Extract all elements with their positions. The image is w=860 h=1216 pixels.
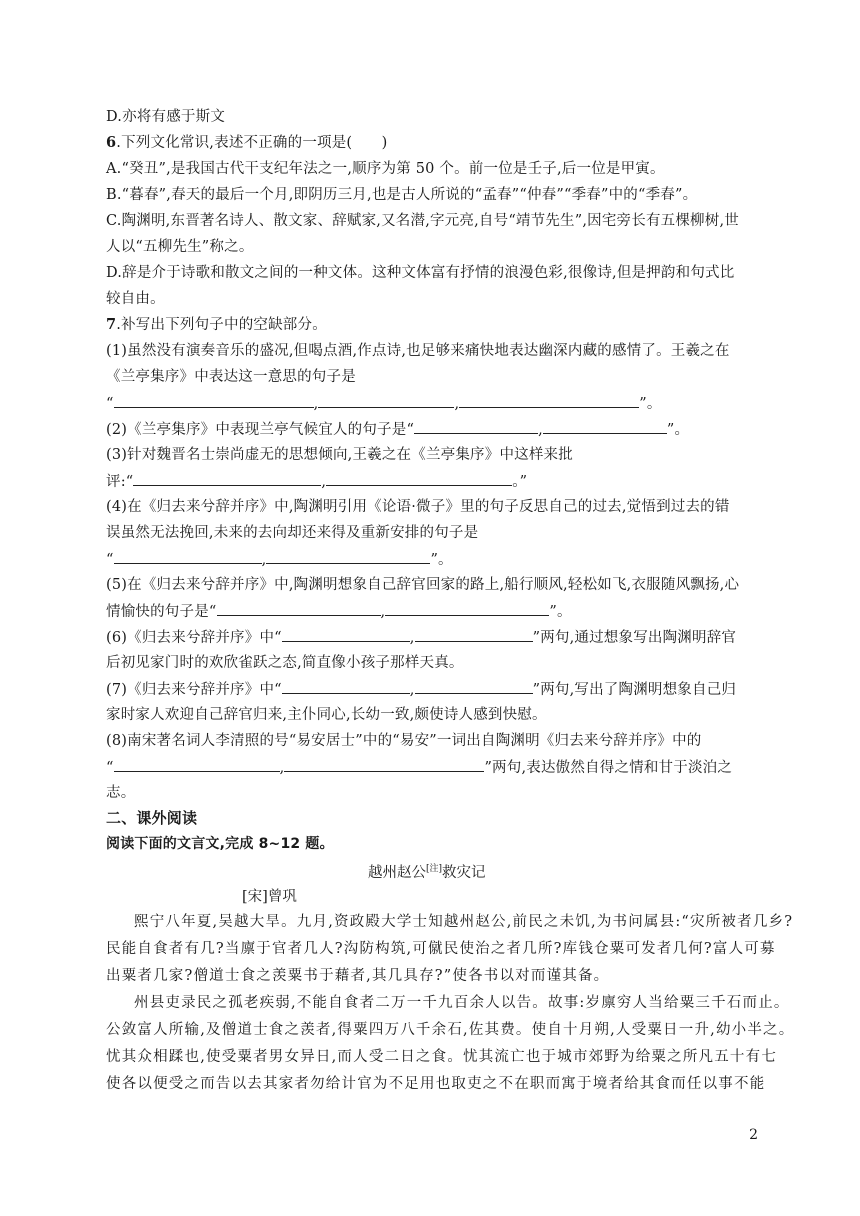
answer-blank[interactable] bbox=[114, 393, 314, 408]
item-7: (7)《归去来兮辞并序》中“ , ”两句,写出了陶渊明想象自己归 bbox=[106, 679, 736, 700]
item-7-cont: 家时家人欢迎自己辞官归来,主仆同心,长幼一致,颇使诗人感到快慰。 bbox=[106, 707, 547, 723]
answer-blank[interactable] bbox=[114, 757, 280, 772]
answer-blank[interactable] bbox=[217, 601, 381, 616]
section-heading: 二、课外阅读 bbox=[106, 809, 198, 827]
question-number: 6 bbox=[106, 134, 117, 151]
item-8-blanks: “ , ”两句,表达傲然自得之情和甘于淡泊之 bbox=[106, 757, 732, 778]
question-text: .补写出下列句子中的空缺部分。 bbox=[116, 317, 327, 333]
reading-instruction: 阅读下面的文言文,完成 8~12 题。 bbox=[106, 836, 334, 852]
answer-blank[interactable] bbox=[114, 549, 262, 564]
item-8-text: (8)南宋著名词人李清照的号“易安居士”中的“易安”一词出自陶渊明《归去来兮辞并序》中的 bbox=[106, 733, 702, 749]
answer-blank[interactable] bbox=[414, 419, 538, 434]
passage-line: 熙宁八年夏,吴越大旱。九月,资政殿大学士知越州赵公,前民之未饥,为书问属县:“灾所被者几乡? bbox=[134, 914, 794, 930]
question-number: 7 bbox=[106, 316, 117, 333]
option-d: D.辞是介于诗歌和散文之间的一种文体。这种文体富有抒情的浪漫色彩,很像诗,但是押韵和句式比 bbox=[106, 265, 735, 281]
item-3-text: (3)针对魏晋名士崇尚虚无的思想倾向,王羲之在《兰亭集序》中这样来批 bbox=[106, 447, 573, 463]
item-6-cont: 后初见家门时的欢欣雀跃之态,简直像小孩子那样天真。 bbox=[106, 655, 464, 671]
passage-line: 忧其众相蹂也,使受粟者男女异日,而人受二日之食。忧其流亡也于城市郊野为给粟之所凡五十有七 bbox=[106, 1049, 778, 1065]
answer-blank[interactable] bbox=[459, 393, 639, 408]
option-c: C.陶渊明,东晋著名诗人、散文家、辞赋家,又名潜,字元亮,自号“靖节先生”,因宅旁长有五棵柳树,世 bbox=[106, 213, 739, 229]
passage-line: 民能自食者有几?当廪于官者几人?沟防构筑,可僦民使治之者几所?库钱仓粟可发者几何?富人可募 bbox=[106, 941, 776, 957]
passage-author: [宋]曾巩 bbox=[242, 889, 297, 905]
answer-blank[interactable] bbox=[133, 471, 321, 486]
item-5-text: (5)在《归去来兮辞并序》中,陶渊明想象自己辞官回家的路上,船行顺风,轻松如飞,衣服随风飘扬,心 bbox=[106, 577, 740, 593]
item-5-blanks: 情愉快的句子是“ , ”。 bbox=[106, 601, 572, 622]
item-1-text-cont: 《兰亭集序》中表达这一意思的句子是 bbox=[106, 369, 356, 385]
passage-line: 出粟者几家?僧道士食之羡粟书于藉者,其几具存?”使各书以对而谨其备。 bbox=[106, 968, 610, 984]
passage-title: 越州赵公[注]救灾记 bbox=[368, 864, 486, 881]
option-a: A.“癸丑”,是我国古代干支纪年法之一,顺序为第 50 个。前一位是壬子,后一位是甲寅。 bbox=[106, 161, 665, 177]
item-4-text: (4)在《归去来兮辞并序》中,陶渊明引用《论语·微子》里的句子反思自己的过去,觉悟到过去的错 bbox=[106, 499, 730, 515]
footnote-marker: [注] bbox=[426, 864, 443, 874]
answer-blank[interactable] bbox=[266, 549, 430, 564]
passage-line: 公敛富人所输,及僧道士食之羡者,得粟四万八千余石,佐其费。使自十月朔,人受粟日一升,幼小半之。 bbox=[106, 1022, 795, 1038]
item-1-blanks: “ , , ”。 bbox=[106, 393, 662, 414]
option-c-cont: 人以“五柳先生”称之。 bbox=[106, 239, 254, 255]
option-b: B.“暮春”,春天的最后一个月,即阴历三月,也是古人所说的“孟春”“仲春”“季春”中的“季春”。 bbox=[106, 187, 698, 203]
answer-blank[interactable] bbox=[415, 679, 533, 694]
answer-blank[interactable] bbox=[385, 601, 549, 616]
item-4-text-cont: 误虽然无法挽回,未来的去向却还来得及重新安排的句子是 bbox=[106, 525, 479, 541]
passage-line: 州县吏录民之孤老疾弱,不能自食者二万一千九百余人以告。故事:岁廪穷人当给粟三千石而止。 bbox=[134, 995, 790, 1011]
passage-line: 使各以便受之而告以去其家者勿给计官为不足用也取吏之不在职而寓于境者给其食而任以事不能 bbox=[106, 1076, 766, 1092]
page-number: 2 bbox=[749, 1127, 758, 1143]
question-7 bbox=[106, 315, 327, 335]
question-text: .下列文化常识,表述不正确的一项是( ) bbox=[116, 135, 388, 151]
answer-blank[interactable] bbox=[282, 627, 410, 642]
item-4-blanks: “ , ”。 bbox=[106, 549, 453, 570]
item-6: (6)《归去来兮辞并序》中“ , ”两句,通过想象写出陶渊明辞官 bbox=[106, 627, 736, 648]
item-1-text: (1)虽然没有演奏音乐的盛况,但喝点酒,作点诗,也足够来痛快地表达幽深内藏的感情了。王羲之在 bbox=[106, 343, 730, 359]
item-3-blanks: 评:“ , 。” bbox=[106, 471, 527, 492]
option-d-q5: D.亦将有感于斯文 bbox=[106, 109, 226, 125]
answer-blank[interactable] bbox=[282, 679, 410, 694]
item-2: (2)《兰亭集序》中表现兰亭气候宜人的句子是“ , ”。 bbox=[106, 419, 689, 440]
item-8-cont: 志。 bbox=[106, 785, 136, 801]
answer-blank[interactable] bbox=[326, 471, 512, 486]
answer-blank[interactable] bbox=[318, 393, 454, 408]
option-d-cont: 较自由。 bbox=[106, 291, 165, 307]
answer-blank[interactable] bbox=[543, 419, 667, 434]
answer-blank[interactable] bbox=[284, 757, 484, 772]
question-6 bbox=[106, 133, 388, 153]
answer-blank[interactable] bbox=[415, 627, 533, 642]
